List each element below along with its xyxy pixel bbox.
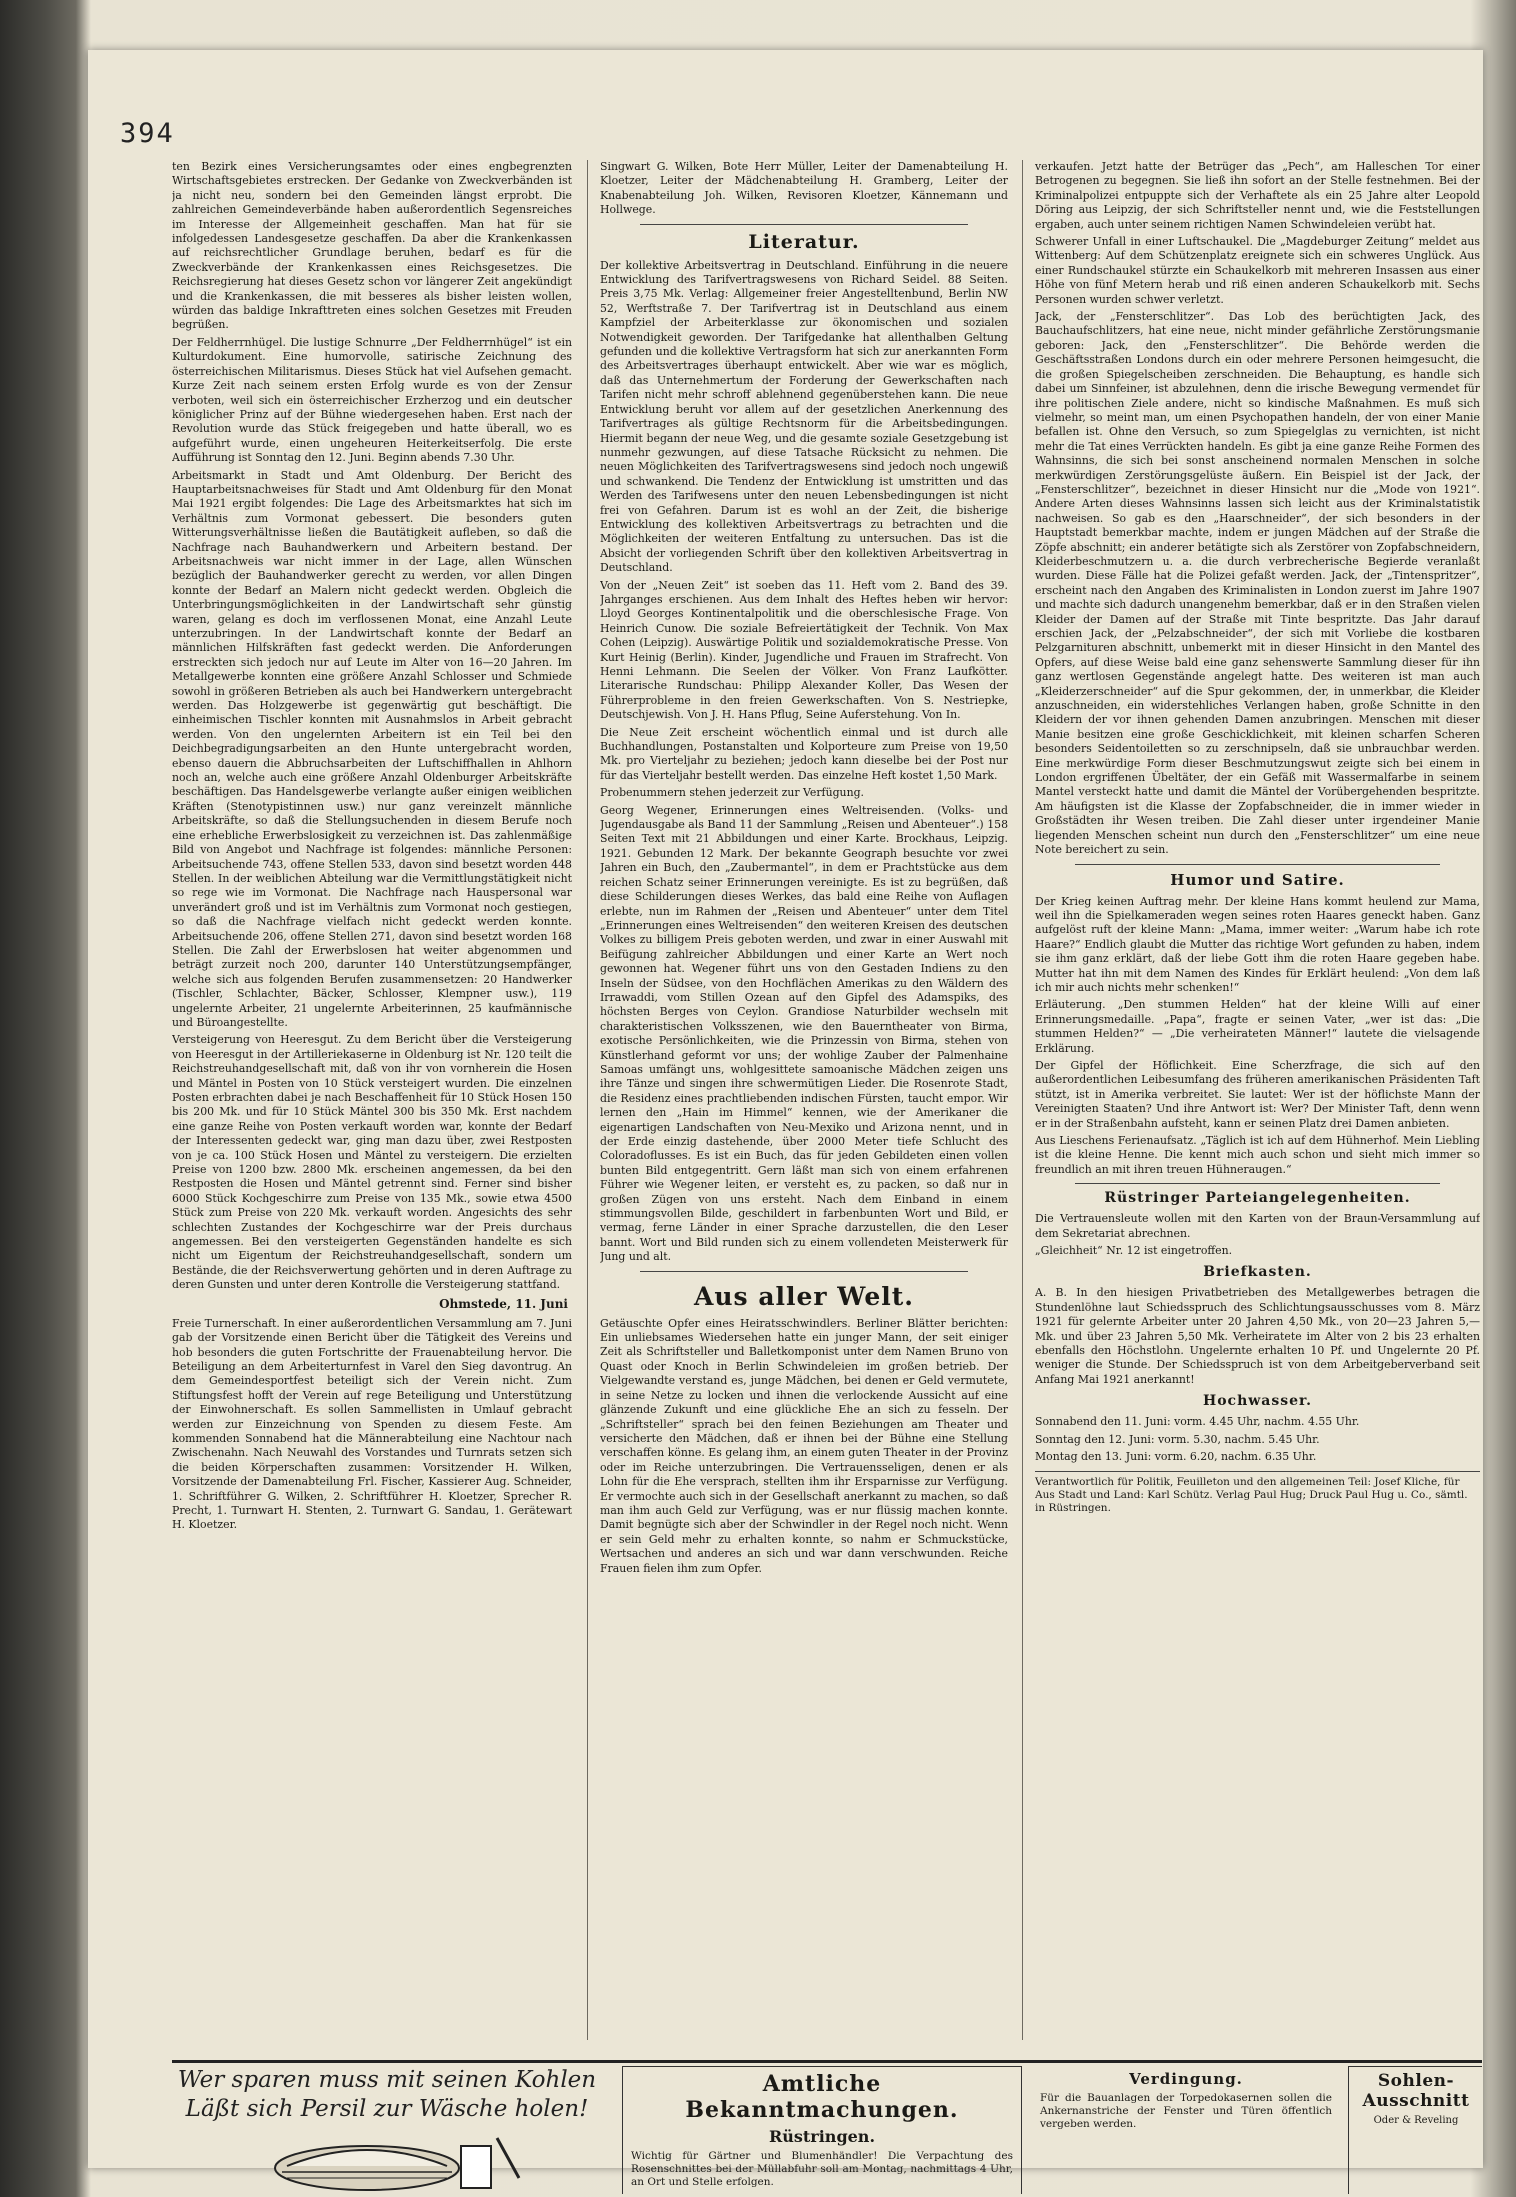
article-arbeitsmarkt: Arbeitsmarkt in Stadt und Amt Oldenburg. Der Bericht des Hauptarbeitsnachweises für Stadt und Amt Oldenburg für den Monat Mai 1921 ergibt folgendes: Die Lage des Arbeitsmarktes hat sich im Verhältnis zum Vormonat gebessert. Die besonders guten Witterungsverhältnisse ließen die Bautätigkeit aufleben, so daß die Nachfrage nach Bauhandwerkern und Arbeitern bestand. Der Arbeitsnachweis war nicht immer in der Lage, allen Wünschen bezüglich der Bauhandwerker gerecht zu werden, vor allen Dingen konnte der Bedarf an Malern nicht gedeckt werden. Obgleich die Unterbringungsmöglichkeiten in der Landwirtschaft sehr günstig waren, gelang es doch im verflossenen Monat, eine Anzahl Leute unterzubringen. In der Landwirtschaft konnte der Bedarf an männlichen Hilfskräften fast gedeckt werden. Die Anforderungen erstreckten sich jedoch nur auf Leute im Alter von 16—20 Jahren. Im Metallgewerbe konnten eine größere Anzahl Schlosser und Schmiede sowohl in größeren Betrieben als auch bei Handwerkern untergebracht werden. Das Holzgewerbe ist gegenwärtig gut beschäftigt. Die einheimischen Tischler konnten mit Ausnahmslos in Arbeit gebracht werden. Von den ungelernten Arbeitern ist ein Teil bei den Deichbegradigungsarbeiten an den Hunte untergebracht worden, ebenso dauern die Abbruchsarbeiten der Luftschiffhallen in Ahlhorn noch an, welche auch eine größere Anzahl Oldenburger Arbeitskräfte beschäftigen. Das Handelsgewerbe verlangte außer einigen weiblichen Kräften (Stenotypistinnen usw.) nur ganz vereinzelt männliche Arbeitskräfte, so daß die Stellungsuchenden in diesem Berufe noch eine erhebliche Erwerbslosigkeit zu verzeichnen ist. Das zahlenmäßige Bild von Angebot und Nachfrage ist folgendes: männliche Personen: Arbeitsuchende 743, offene Stellen 533, davon sind besetzt worden 448 Stellen. In der weiblichen Abteilung war die Vermittlungstätigkeit nicht so rege wie im Vormonat. Die Nachfrage nach Hauspersonal war unverändert groß und ist im Verhältnis zum Vormonat noch gestiegen, so daß die Nachfrage vielfach nicht gedeckt werden konnte. Arbeitsuchende 206, offene Stellen 271, davon sind besetzt worden 168 Stellen. Die Zahl der Erwerbslosen hat weiter abgenommen und beträgt zurzeit noch 200, darunter 140 Unterstützungsempfänger, welche sich aus folgenden Berufen zusammensetzen: 20 Handwerker (Tischler, Schlachter, Bäcker, Schlosser, Klempner usw.), 119 ungelernte Arbeiter, 21 ungelernte Arbeiterinnen, 25 kaufmännische und Büroangestellte. bbox=[172, 468, 572, 1029]
tide-line: Sonntag den 12. Juni: vorm. 5.30, nachm. 5.45 Uhr. bbox=[1035, 1432, 1320, 1446]
humor-item: Erläuterung. „Den stummen Helden“ hat der kleine Willi auf einer Erinnerungsmedaille. „Papa“, fragte er seinen Vater, „wer ist das: „Die stummen Helden?“ — „Die verheirateten Männer!“ lautete die vielsagende Erklärung. bbox=[1035, 998, 1480, 1055]
sohlen-text: Oder & Reveling bbox=[1373, 2115, 1459, 2126]
divider bbox=[640, 1271, 968, 1272]
column-3 bbox=[1035, 160, 1480, 2042]
section-heading-aus-aller-welt: Aus aller Welt. bbox=[693, 1281, 915, 1311]
briefkasten-text: A. B. In den hiesigen Privatbetrieben des Metallgewerbes betragen die Stundenlöhne laut Schiedsspruch des Schlichtungsausschusses vom 8. März 1921 für gelernte Arbeiter unter 20 Jahren 4,50 Mk., von 20—23 Jahren 5,— Mk. und über 23 Jahren 5,50 Mk. Verheiratete im Alter von 2 bis 23 erhalten ebenfalls den Höchstlohn. Ungelernte erhalten 10 Pf. und Ungelernte 20 Pf. weniger die Stunde. Der Schiedsspruch ist von dem Arbeitgeberverband seit Anfang Mai 1921 anerkannt! bbox=[1035, 1286, 1480, 1386]
section-heading-briefkasten: Briefkasten. bbox=[1203, 1264, 1312, 1281]
tide-line: Sonnabend den 11. Juni: vorm. 4.45 Uhr, nachm. 4.55 Uhr. bbox=[1035, 1415, 1360, 1429]
sohlen-ad bbox=[1348, 2066, 1482, 2194]
divider bbox=[1075, 864, 1440, 865]
article-turnerschaft: Freie Turnerschaft. In einer außerordentlichen Versammlung am 7. Juni gab der Vorsitzende einen Bericht über die Tätigkeit des Vereins und hob besonders die guten Fortschritte der Frauenabteilung hervor. Die Beteiligung an dem Arbeiterturnfest in Varel den Sieg davontrug. An dem Gemeindesportfest beteiligt sich der Verein nicht. Zum Stiftungsfest hofft der Verein auf rege Beteiligung und Unterstützung der Einwohnerschaft. Es sollen Sammellisten in Umlauf gebracht werden zur Einzeichnung von Spenden zu diesem Feste. Am kommenden Sonnabend hat die Männerabteilung eine Nachtour nach Zwischenahn. Nach Neuwahl des Vorstandes und Turnrats setzen sich die beiden Körperschaften zusammen: Vorsitzender H. Wilken, Vorsitzende der Damenabteilung Frl. Fischer, Kassierer Aug. Schneider, 1. Schriftführer G. Wilken, 2. Schriftführer H. Kloetzer, Sprecher R. Precht, 1. Turnwart H. Stenten, 2. Turnwart G. Sandau, 1. Gerätewart H. Kloetzer. bbox=[172, 1316, 572, 1532]
laundry-basket-illustration bbox=[247, 2128, 527, 2192]
section-heading-humor: Humor und Satire. bbox=[1170, 870, 1345, 889]
verdingung-notice bbox=[1040, 2066, 1332, 2194]
humor-item: Aus Lieschens Ferienaufsatz. „Täglich ist ich auf dem Hühnerhof. Mein Liebling ist die kleine Henne. Die kennt mich auch schon und sieht mich immer so freundlich an mit ihren treuen Hühneraugen.“ bbox=[1035, 1134, 1480, 1176]
imprint: Verantwortlich für Politik, Feuilleton und den allgemeinen Teil: Josef Kliche, für Aus Stadt und Land: Karl Schütz. Verlag Paul Hug; Druck Paul Hug u. Co., sämtl. in Rüstringen. bbox=[1035, 1471, 1480, 1515]
article-arbeitsvertrag: Der kollektive Arbeitsvertrag in Deutschland. Einführung in die neuere Entwicklung des Tarifvertragswesens von Richard Seidel. 88 Seiten. Preis 3,75 Mk. Verlag: Allgemeiner freier Angestelltenbund, Berlin NW 52, Werftstraße 7. Der Tarifvertrag ist in Deutschland aus einem Kampfziel der Arbeiterklasse zur ökonomischen und sozialen Notwendigkeit geworden. Der Tarifgedanke hat allenthalben Geltung gefunden und die kollektive Vertragsform hat sich zur anerkannten Form des Arbeitsvertrages überhaupt entwickelt. Aber wie war es möglich, daß das Unternehmertum der Forderung der Gewerkschaften nach Tarifen nicht mehr schroff ablehnend gegenüberstehen kann. Die neue Entwicklung beruht vor allem auf der gesetzlichen Anerkennung des Tarifvertrages als gültige Rechtsnorm für die Arbeitsbedingungen. Hiermit begann der neue Weg, und die gesamte soziale Gesetzgebung ist nunmehr gezwungen, auf diese Tatsache Rücksicht zu nehmen. Die neuen Möglichkeiten des Tarifvertragswesens sind jedoch noch ungewiß und schwankend. Die Tendenz der Entwicklung ist umstritten und das Werden des Tarifwesens unter den neuen Lebensbedingungen ist nicht frei von Gefahren. Darum ist es wohl an der Zeit, die bisherige Entwicklung des kollektiven Arbeitsvertrags zu betrachten und die Möglichkeiten der weiteren Entfaltung zu untersuchen. Das ist die Absicht der vorliegenden Schrift über den kollektiven Arbeitsvertrag in Deutschland. bbox=[600, 258, 1008, 575]
persil-slogan: Wer sparen muss mit seinen Kohlen Läßt sich Persil zur Wäsche holen! bbox=[177, 2067, 597, 2122]
column-separator bbox=[587, 160, 588, 2040]
persil-ad bbox=[172, 2066, 602, 2194]
divider bbox=[640, 224, 968, 225]
section-heading-hochwasser: Hochwasser. bbox=[1202, 1393, 1313, 1410]
verdingung-text: Für die Bauanlagen der Torpedokasernen sollen die Ankernanstriche der Fenster und Türen öffentlich vergeben werden. bbox=[1040, 2092, 1332, 2130]
advertisement-band bbox=[172, 2066, 1482, 2194]
ad-separator bbox=[172, 2060, 1482, 2063]
amtl-subtitle: Rüstringen. bbox=[768, 2127, 876, 2146]
page-number: 394 bbox=[120, 118, 175, 149]
notice-text: Die Vertrauensleute wollen mit den Karten von der Braun-Versammlung auf dem Sekretariat abrechnen. bbox=[1035, 1212, 1480, 1240]
amtliche-bekanntmachungen bbox=[622, 2066, 1022, 2194]
section-heading-literatur: Literatur. bbox=[748, 230, 860, 253]
article-luftschaukel: Schwerer Unfall in einer Luftschaukel. Die „Magdeburger Zeitung“ meldet aus Wittenberg: Auf dem Schützenplatz ereignete sich ein schweres Unglück. Aus einer Rundschaukel stürzte ein Schaukelkorb mit mehreren Insassen aus einer Höhe von fünf Metern herab und riß einen anderen Schaukelkorb mit. Sechs Personen wurden schwer verletzt. bbox=[1035, 235, 1480, 306]
column-1 bbox=[172, 160, 572, 2042]
article-probenummern: Probenummern stehen jederzeit zur Verfügung. bbox=[600, 786, 865, 800]
article-heeresgut: Versteigerung von Heeresgut. Zu dem Bericht über die Versteigerung von Heeresgut in der Artilleriekaserne in Oldenburg ist Nr. 120 teilt die Reichstreuhandgesellschaft mit, daß von ihr von vornherein die Hosen und Mäntel in Posten von 10 Stück versteigert wurden. Die einzelnen Posten erbrachten dabei je nach Beschaffenheit für 10 Stück Hosen 150 bis 200 Mk. und für 10 Stück Mäntel 300 bis 350 Mk. Erst nachdem eine ganze Reihe von Posten verkauft worden war, konnte der Bedarf der Interessenten gedeckt war, ging man dazu über, zwei Restposten von je ca. 100 Stück Hosen und Mäntel zu versteigern. Die erzielten Preise von 1200 bzw. 2800 Mk. erscheinen angemessen, da bei den Restposten die Hosen und Mäntel getrennt sind. Ferner sind bisher 6000 Stück Kochgeschirre zum Preise von 135 Mk., sowie etwa 4500 Stück zum Preise von 220 Mk. verkauft worden. Angesichts des sehr schlechten Zustandes der Kochgeschirre war der Preis durchaus angemessen. Bei den versteigerten Gegenständen handelte es sich nicht um Eigentum der Reichstreuhandgesellschaft, sondern um Bestände, die der Reichsverwertung gehörten und in deren Auftrage zu deren Gunsten und unter deren Kontrolle die Versteigerung stattfand. bbox=[172, 1033, 572, 1292]
article-text: ten Bezirk eines Versicherungsamtes oder eines engbegrenzten Wirtschaftsgebietes erstrecken. Der Gedanke von Zweckverbänden ist ja nicht neu, sondern bei den Gemeinden längst erprobt. Die zahlreichen Gemeindeverbände haben außerordentlich Segensreiches im Interesse der Allgemeinheit geschaffen. Man hat für sie infolgedessen Landesgesetze geschaffen. Da aber die Krankenkassen auf reichsrechtlicher Grundlage beruhen, bedarf es für die Zweckverbände der Krankenkassen eines Reichsgesetzes. Die Reichsregierung hat dieses Gesetz schon vor längerer Zeit angekündigt und die Krankenkassen, die mit besseres als bisher leisten wollen, würden das baldige Inkrafttreten eines solchen Gesetzes mit Freuden begrüßen. bbox=[172, 160, 572, 332]
section-heading-partei: Rüstringer Parteiangelegenheiten. bbox=[1104, 1190, 1411, 1207]
amtl-text: Wichtig für Gärtner und Blumenhändler! Die Verpachtung des Rosenschnittes bei der Müllabfuhr soll am Montag, nachmittags 4 Uhr, an Ort und Stelle erfolgen. bbox=[631, 2150, 1013, 2188]
article-feldherrnhuegel: Der Feldherrnhügel. Die lustige Schnurre „Der Feldherrnhügel“ ist ein Kulturdokument. Eine humorvolle, satirische Zeichnung des österreichischen Militarismus. Dieses Stück hat viel Aufsehen gemacht. Kurze Zeit nach seinem ersten Erfolg wurde es von der Zensur verboten, weil sich ein österreichischer Erzherzog und ein deutscher königlicher Prinz auf der Bühne wiedergesehen haben. Erst nach der Revolution wurde das Stück freigegeben und hatte überall, wo es aufgeführt wurde, einen ungeheuren Heiterkeitserfolg. Die erste Aufführung ist Sonntag den 12. Juni. Beginn abends 7.30 Uhr. bbox=[172, 335, 572, 465]
humor-item: Der Gipfel der Höflichkeit. Eine Scherzfrage, die sich auf den außerordentlichen Leibesumfang des früheren amerikanischen Präsidenten Taft stützt, ist in Amerika verbreitet. Sie lautet: Wer ist der höflichste Mann der Vereinigten Staaten? Und ihre Antwort ist: Wer? Der Minister Taft, denn wenn er in der Straßenbahn aufsteht, kann er seinen Platz drei Damen anbieten. bbox=[1035, 1058, 1480, 1130]
dateline: Ohmstede, 11. Juni bbox=[439, 1296, 568, 1311]
notice-text: „Gleichheit“ Nr. 12 ist eingetroffen. bbox=[1035, 1244, 1233, 1258]
humor-item: Der Krieg keinen Auftrag mehr. Der kleine Hans kommt heulend zur Mama, weil ihn die Spielkameraden wegen seines roten Haares geneckt haben. Ganz aufgelöst ruft der kleine Mann: „Mama, immer weiter: „Warum habe ich rote Haare?“ Endlich glaubt die Mutter das richtige Wort gefunden zu haben, indem sie ihm ganz erklärt, daß der liebe Gott ihm die roten Haare gegeben habe. Mutter hat ihn mit dem Namen des Kindes für Erklärt heulend: „Von dem laß ich mir auch nichts mehr schenken!“ bbox=[1035, 894, 1480, 994]
article-fensterschlitzer: Jack, der „Fensterschlitzer“. Das Lob des berüchtigten Jack, des Bauchaufschlitzers, hat eine neue, nicht minder gefährliche Zerstörungsmanie geboren: Jack, den „Fensterschlitzer“. Die Behörde werden die Geschäftsstraßen Londons durch ein oder mehrere Personen heimgesucht, die die großen Spiegelscheiben zerschneiden. Die Behauptung, es handle sich dabei um Sinnfeiner, ist abzulehnen, denn die irische Bewegung vermendet für ihre politischen Ziele andere, nicht so kindische Maßnahmen. Es muß sich vielmehr, so meint man, um einen Psychopathen handeln, der von einer Manie befallen ist. Ohne den Versuch, so zum Spiegelglas zu vernichten, ist nicht mehr die Tat eines Verrückten handeln. Es gibt ja eine ganze Reihe Formen des Wahnsinns, die sich bei sonst anscheinend normalen Menschen in solche merkwürdigen Zerstörungsgelüste äußern. Ein Beispiel ist der Jack, der „Fensterschlitzer“, bezeichnet in dieser Hinsicht nur die „Mode von 1921“. Andere Arten dieses Wahnsinns lassen sich leicht aus der Kriminalstatistik nachweisen. So gab es den „Haarschneider“, der sich besonders in der Hauptstadt bemerkbar machte, indem er jungen Mädchen auf der Straße die Zöpfe abschnitt; ein anderer betätigte sich als Zerstörer von Zopfabschneidern, Kleiderbeschmutzern u. a. die durch verbrecherische Begierde veranlaßt wurden. Diese Fälle hat die Polizei gefaßt werden. Jack, der „Tintenspritzer“, erscheint nach den Angaben des Kriminalisten in London zuerst im Jahre 1907 und machte sich dadurch unangenehm bemerkbar, daß er in den Straßen vielen Kleider der Damen auf der Straße mit Tinte bespritzte. Das Jahr darauf erschien Jack, der „Pelzabschneider“, der sich mit Vorliebe die kostbaren Pelzgarnituren abschnitt, unbemerkt mit in dieser Hinsicht in den Mantel des Opfers, auf diese Weise bald eine ganz sehenswerte Sammlung dieser für ihn ganz wertlosen Gegenstände angelegt hatte. Des weiteren ist man auch „Kleiderzerschneider“ auf die Spur gekommen, der, in unmerkbar, die Kleider anzuschneiden, ein widerstehliches Verlangen haben, große Schnitte in den Kleidern der vor ihnen gehenden Damen anzubringen. Menschen mit dieser Manie besitzen eine große Geschicklichkeit, mit kleinen scharfen Scheren besonders Seidentoiletten so zu zerschnipseln, daß sie unbrauchbar werden. Eine merkwürdige Form dieser Beschmutzungswut zeigte sich bei einem in London ergriffenen Übeltäter, der ein Gefäß mit Wassermalfarbe in seinem Mantel versteckt hatte und damit die Mäntel der Vorübergehenden bespritzte. Am häufigsten ist die Klasse der Zopfabschneider, die in immer wieder in Großstädten ihr Wesen treiben. Die Zahl dieser unter irgendeiner Manie liegenden Menschen scheint nun durch den „Fensterschlitzer“ um eine neue Note bereichert zu sein. bbox=[1035, 310, 1480, 857]
tide-line: Montag den 13. Juni: vorm. 6.20, nachm. 6.35 Uhr. bbox=[1035, 1450, 1317, 1464]
sohlen-title: Sohlen-Ausschnitt bbox=[1362, 2071, 1470, 2111]
article-wegener: Georg Wegener, Erinnerungen eines Weltreisenden. (Volks- und Jugendausgabe als Band 11 der Sammlung „Reisen und Abenteuer“.) 158 Seiten Text mit 21 Abbildungen und einer Karte. Brockhaus, Leipzig. 1921. Gebunden 12 Mark. Der bekannte Geograph besuchte vor zwei Jahren ein Buch, den „Zaubermantel“, in dem er Prachtstücke aus dem reichen Schatz seiner Erinnerungen vereinigte. Es ist zu begrüßen, daß diese Schilderungen dieses Werkes, das bald eine Reihe von Auflagen erlebte, nun im Rahmen der „Reisen und Abenteuer“ unter dem Titel „Erinnerungen eines Weltreisenden“ den weiteren Kreisen des deutschen Volkes zu billigem Preis geboten werden, und zwar in einer Auswahl mit Beifügung zahlreicher Abbildungen und einer Karte an Wert noch gewonnen hat. Wegener führt uns von den Gestaden Indiens zu den Inseln der Südsee, von den Hochflächen Amerikas zu den Wäldern des Irrawaddi, vom Stillen Ozean auf den Gipfel des Adamspiks, des höchsten Berges von Ceylon. Grandiose Naturbilder wechseln mit charakteristischen Volksszenen, wie den Bauerntheater von Birma, exotische Persönlichkeiten, wie die Prinzessin von Birma, stehen von Künstlerhand geformt vor uns; der wohlige Zauber der Palmenhaine Samoas umfängt uns, wohlgesittete samoanische Mädchen zeigen uns ihre Tänze und singen ihre schwermütigen Lieder. Die Rosenrote Stadt, die Residenz eines prachtliebenden indischen Fürsten, taucht empor. Wir lernen den „Hain im Himmel“ kennen, wie der Amerikaner die eigenartigen Landschaften von Neu-Mexiko und Arizona nennt, und in der Erde einzig dastehende, über 2000 Meter tiefe Schlucht des Coloradoflusses. Es ist ein Buch, das für jeden Gebildeten einen vollen bunten Bild entgegentritt. Gern läßt man sich von einem erfahrenen Führer wie Wegener leiten, er versteht es, zu packen, so daß nur in großen Zügen von uns ersteht. Nach dem Einband in einem stimmungsvollen Bilde, geschildert in farbenbunten Wort und Bild, er vermag, ferne Länder in einer Sprache darzustellen, die den Leser bannt. Wort und Bild runden sich zu einem vollendeten Meisterwerk für Jung und alt. bbox=[600, 803, 1008, 1264]
verdingung-title: Verdingung. bbox=[1129, 2070, 1243, 2088]
column-2 bbox=[600, 160, 1008, 2042]
divider bbox=[1075, 1183, 1440, 1184]
article-text: Singwart G. Wilken, Bote Herr Müller, Leiter der Damenabteilung H. Kloetzer, Leiter der Mädchenabteilung H. Gramberg, Leiter der Knabenabteilung Joh. Wilken, Revisoren Kloetzer, Kännemann und Hollwege. bbox=[600, 160, 1008, 217]
article-neue-zeit-bezug: Die Neue Zeit erscheint wöchentlich einmal und ist durch alle Buchhandlungen, Postanstalten und Kolporteure zum Preise von 19,50 Mk. pro Vierteljahr zu beziehen; jedoch kann dieselbe bei der Post nur für das Vierteljahr bestellt werden. Das einzelne Heft kostet 1,50 Mark. bbox=[600, 725, 1008, 782]
amtl-title: Amtliche Bekanntmachungen. bbox=[685, 2071, 959, 2123]
column-separator bbox=[1022, 160, 1023, 2040]
article-neue-zeit: Von der „Neuen Zeit“ ist soeben das 11. Heft vom 2. Band des 39. Jahrganges erschienen. Aus dem Inhalt des Heftes heben wir hervor: Lloyd Georges Kontinentalpolitik und die oberschlesische Frage. Von Heinrich Cunow. Die soziale Befreiertätigkeit der Technik. Von Max Cohen (Leipzig). Auswärtige Politik und sozialdemokratische Presse. Von Kurt Heinig (Berlin). Kinder, Jugendliche und Frauen im Strafrecht. Von Henni Lehmann. Die Seelen der Völker. Von Franz Laufkötter. Literarische Rundschau: Philipp Alexander Koller, Das Wesen der Führerprobleme in den freien Gewerkschaften. Von S. Nestriepke, Deutschjewish. Von J. H. Hans Pflug, Seine Auferstehung. Von In. bbox=[600, 578, 1008, 722]
article-text: verkaufen. Jetzt hatte der Betrüger das „Pech“, am Halleschen Tor einer Betrogenen zu begegnen. Sie ließ ihn sofort an der Stelle festnehmen. Bei der Kriminalpolizei entpuppte sich der Verhaftete als ein 25 Jahre alter Leopold Döring aus Leipzig, der sich Schriftsteller nennt und, wie die Feststellungen ergaben, auch unter seinem richtigen Namen Schwindeleien verübt hat. bbox=[1035, 160, 1480, 231]
article-heiratsschwindler: Getäuschte Opfer eines Heiratsschwindlers. Berliner Blätter berichten: Ein unliebsames Wiedersehen hatte ein junger Mann, der seit einiger Zeit als Schriftsteller und Balletkomponist unter dem Namen Bruno von Quast oder Knoch in Berlin Schwindeleien im großen betrieb. Der Vielgewandte verstand es, junge Mädchen, bei denen er Geld vermutete, in seine Netze zu locken und ihnen die verlockende Aussicht auf eine glänzende Zukunft und eine glückliche Ehe an sich zu fesseln. Der „Schriftsteller“ sprach bei den feinen Beziehungen am Theater und versicherte den Mädchen, daß er ihnen bei der Bühne eine Stellung verschaffen könne. Es gelang ihm, an einem guten Theater in der Provinz oder im Reiche unterzubringen. Die Vertrauensseligen, denen er als Lohn für die Ehe versprach, stellten ihm ihr Ersparnisse zur Verfügung. Er vermochte auch sich in der Gesellschaft anerkannt zu machen, so daß man ihm auch Geld zur Verfügung, was er nur flüssig machen konnte. Damit begnügte sich aber der Schwindler in der Regel noch nicht. Wenn er sein Geld mehr zu erhalten konnte, so nahm er Schmuckstücke, Wertsachen und anderes an sich und war dann verschwunden. Reiche Frauen fielen ihm zum Opfer. bbox=[600, 1316, 1008, 1575]
